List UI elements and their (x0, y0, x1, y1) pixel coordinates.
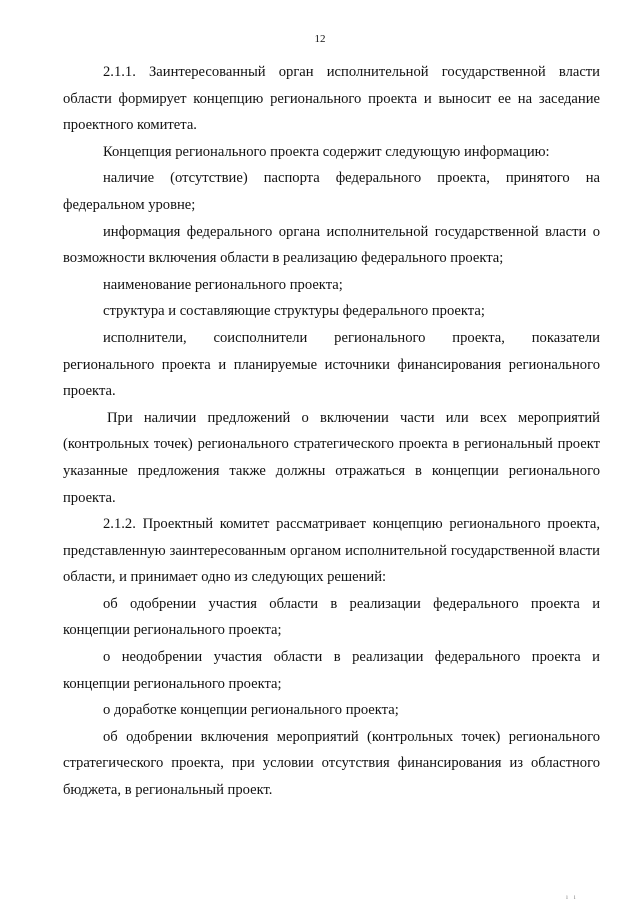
paragraph-2-1-1: 2.1.1. Заинтересованный орган исполнительной государственной власти области формирует концепцию регионального проекта и выносит ее на заседание проектного комитета. (63, 64, 600, 134)
decision-revision: о доработке концепции регионального проекта; (103, 702, 399, 719)
paragraph-concept-contents: Концепция регионального проекта содержит следующую информацию: (103, 143, 550, 160)
list-item-passport: наличие (отсутствие) паспорта федерального проекта, принятого на федеральном уровне; (63, 170, 600, 213)
list-item-executors: исполнители, соисполнители регионального проекта, показатели регионального проекта и планируемые источники финансирования регионального проекта. (63, 329, 600, 400)
paragraph-proposals: При наличии предложений о включении части или всех мероприятий (контрольных точек) регионального стратегического проекта в региональный проект указанные предложения также должны отражаться в концепции регионального проекта. (63, 409, 600, 506)
decision-approve: об одобрении участия области в реализации федерального проекта и концепции регионального проекта; (63, 595, 600, 639)
list-item-structure: структура и составляющие структуры федерального проекта; (103, 303, 485, 320)
decision-disapprove: о неодобрении участия области в реализации федерального проекта и концепции регионального проекта; (63, 649, 600, 692)
decision-approve-inclusion: об одобрении включения мероприятий (контрольных точек) регионального стратегического проекта, при условии отсутствия финансирования из областного бюджета, в региональный проект. (63, 728, 600, 799)
document-body (63, 59, 600, 804)
paragraph-2-1-2: 2.1.2. Проектный комитет рассматривает концепцию регионального проекта, представленную заинтересованным органом исполнительной государственной власти области, и принимает одно из следующих решений: (63, 516, 600, 586)
list-item-federal-info: информация федерального органа исполнительной государственной власти о возможности включения области в реализацию федерального проекта; (63, 223, 600, 267)
page-number: 12 (314, 33, 326, 45)
list-item-project-name: наименование регионального проекта; (103, 276, 343, 293)
scan-mark: ı ı (566, 893, 578, 901)
